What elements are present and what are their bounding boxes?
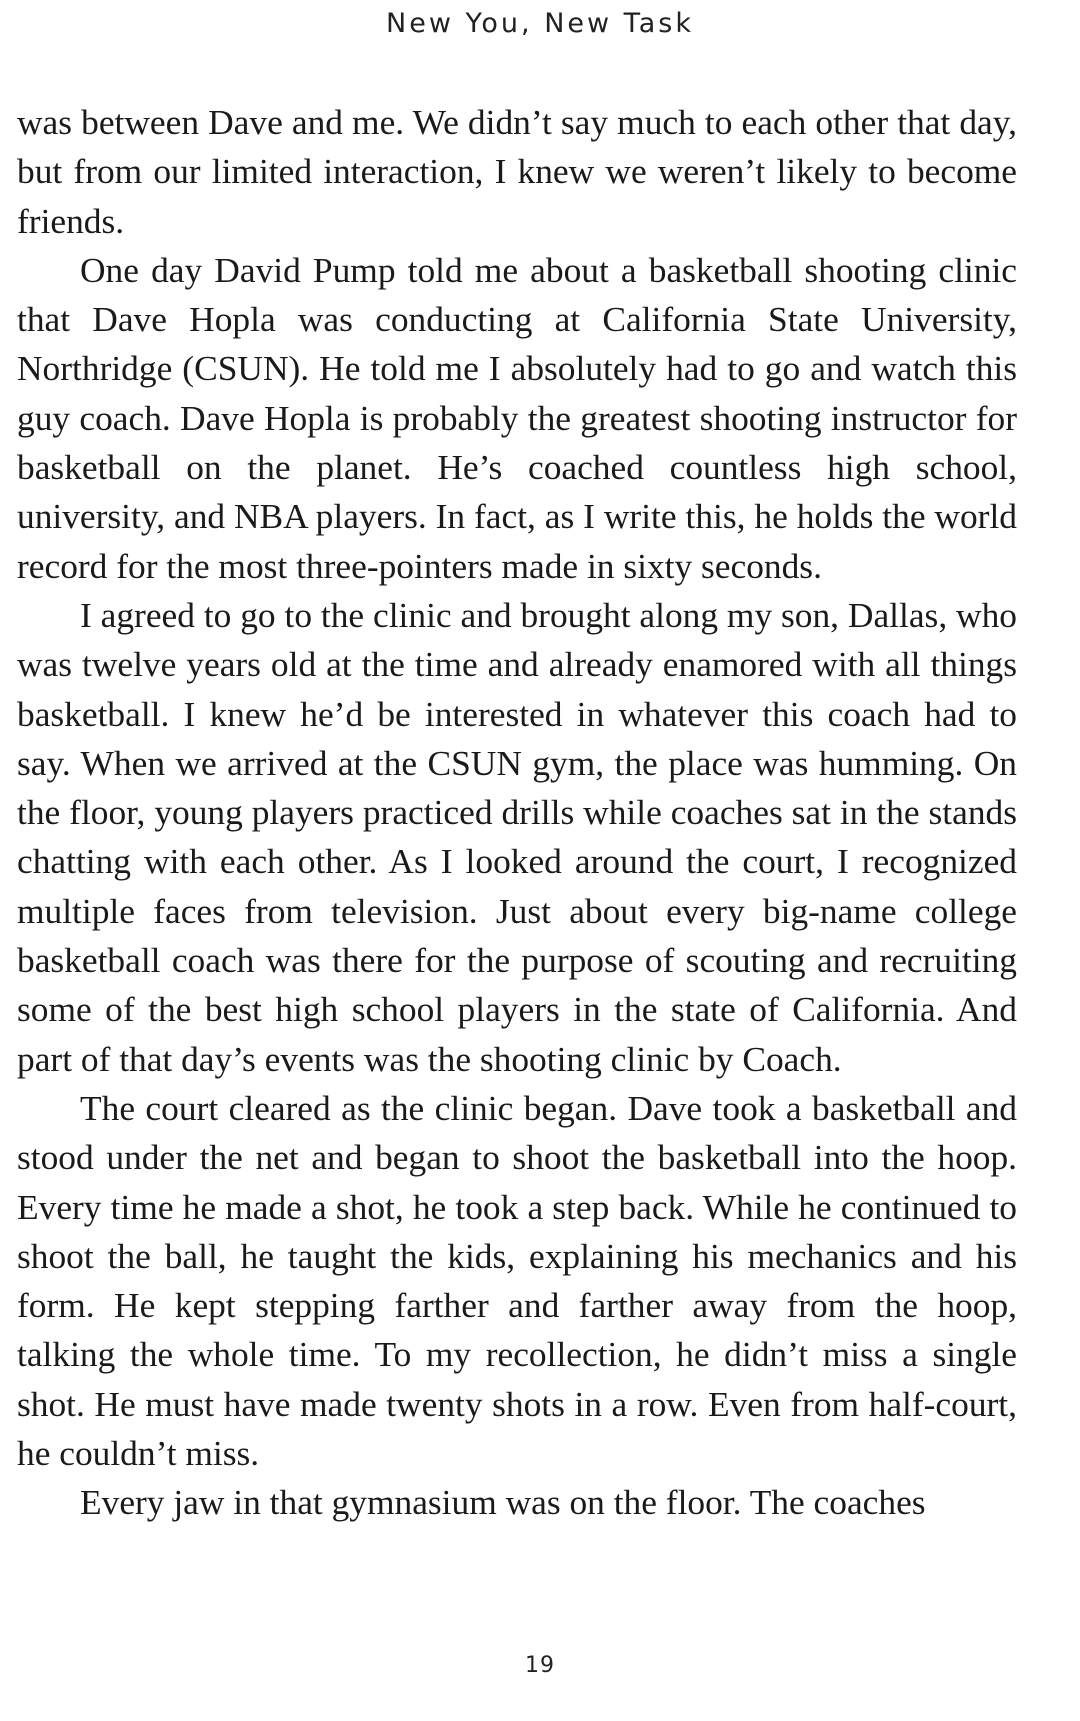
- paragraph-clinic-began: The court cleared as the clinic began. Dave took a basketball and stood under the net and began to shoot the basketball into the hoop. Every time he made a shot, he took a step back. While he continued to shoot the ball, he taught the kids, explaining his mechanics and his form. He kept stepping farther and farther away from the hoop, talking the whole time. To my recollection, he didn’t miss a single shot. He must have made twenty shots in a row. Even from half-court, he couldn’t miss.: [17, 1087, 1017, 1474]
- paragraph-continued: was between Dave and me. We didn’t say much to each other that day, but from our limited interaction, I knew we weren’t likely to become friends.: [17, 102, 1017, 241]
- running-head: New You, New Task: [386, 8, 694, 39]
- body-text: [17, 98, 1017, 1528]
- paragraph-shooting-clinic: One day David Pump told me about a basketball shooting clinic that Dave Hopla was conducting at California State University, Northridge (CSUN). He told me I absolutely had to go and watch this guy coach. Dave Hopla is probably the greatest shooting instructor for basketball on the planet. He’s coached countless high school, university, and NBA players. In fact, as I write this, he holds the world record for the most three-pointers made in sixty seconds.: [17, 249, 1017, 586]
- paragraph-every-jaw: Every jaw in that gymnasium was on the floor. The coaches: [80, 1482, 926, 1523]
- paragraph-csun-gym: I agreed to go to the clinic and brought along my son, Dallas, who was twelve years old at the time and already enamored with all things basketball. I knew he’d be interested in whatever this coach had to say. When we arrived at the CSUN gym, the place was humming. On the floor, young players practiced drills while coaches sat in the stands chatting with each other. As I looked around the court, I recognized multiple faces from television. Just about every big-name college basketball coach was there for the purpose of scouting and recruiting some of the best high school players in the state of California. And part of that day’s events was the shooting clinic by Coach.: [17, 594, 1017, 1079]
- page-number: 19: [525, 1653, 555, 1678]
